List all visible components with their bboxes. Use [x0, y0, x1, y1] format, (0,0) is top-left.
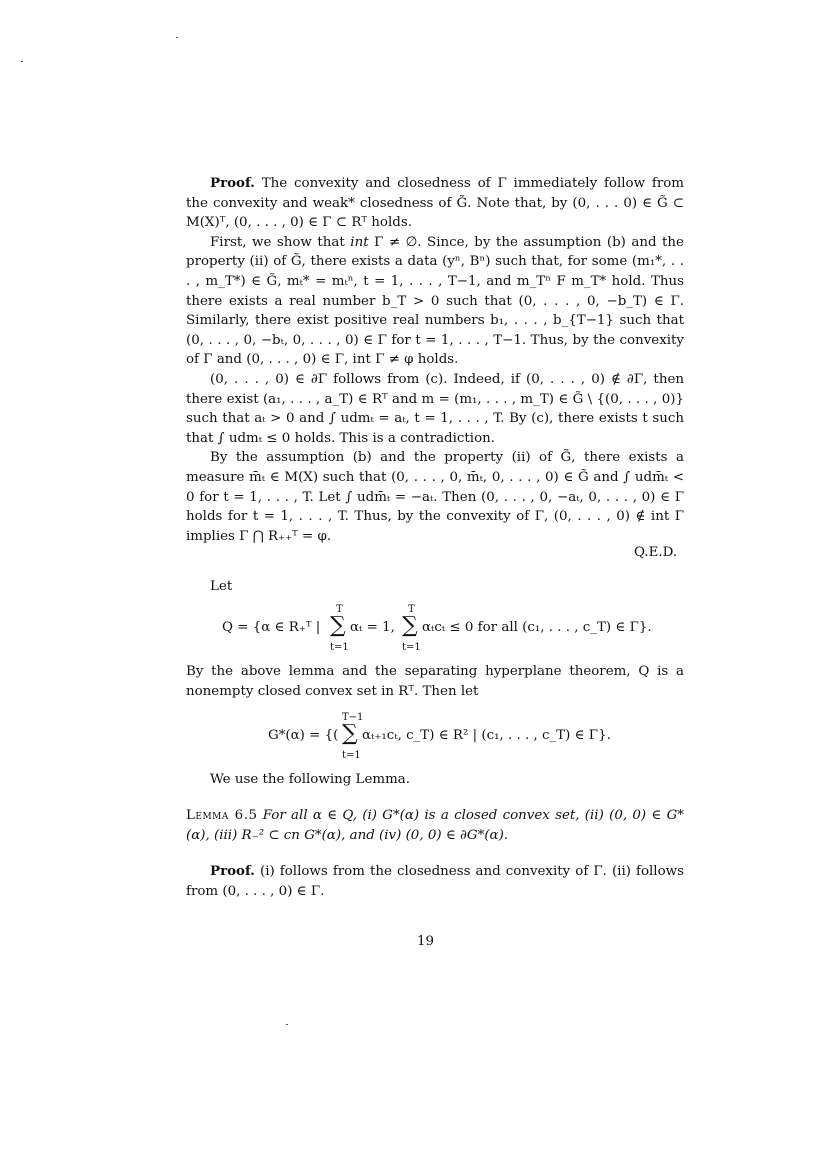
lemma-block [186, 806, 684, 845]
scan-speck [21, 61, 23, 62]
summation-upper: T [408, 604, 415, 615]
summation-symbol: ∑ [402, 613, 418, 638]
summation-upper: T [336, 604, 343, 615]
paragraph-text: First, we show that [210, 234, 351, 250]
summation-symbol: ∑ [330, 613, 346, 638]
proof-paragraph-4: By the assumption (b) and the property (ii) of G̃, there exists a measure m̄ₜ ∈ M(X) such that (0, . . . , 0, m̄ₜ, 0, . . . , 0) ∈ G̃ and ∫ udm̄ₜ < 0 for t = 1, . . . , T. Let ∫ udm̄ₜ = −aₜ. Then (0, . . . , 0, −aₜ, 0, . . . , 0) ∈ Γ holds for t = 1, . . . , T. Thus, by the convexity of Γ, (0, . . . , 0) ∉ int Γ implies Γ ⋂ R₊₊ᵀ = φ. [186, 450, 685, 544]
lemma-text: For all α ∈ Q, (i) G*(α) is a closed convex set, (ii) (0, 0) ∈ G*(α), (iii) R₋² ⊂ cn G*(α), and (iv) (0, 0) ∈ ∂G*(α). [186, 808, 684, 843]
qed-marker: Q.E.D. [634, 545, 678, 560]
summation-lower: t=1 [402, 642, 421, 653]
lemma-paragraph [186, 806, 684, 845]
summation-lower: t=1 [342, 750, 361, 761]
math-int: int [350, 234, 369, 250]
equation-q-part1: αₜ = 1, [350, 620, 395, 635]
proof-label: Proof. [210, 175, 255, 191]
summation-symbol: ∑ [342, 721, 358, 746]
proof-section [186, 174, 684, 546]
scan-speck [286, 1024, 288, 1025]
proof-text: The convexity and closedness of Γ immediately follow from the convexity and weak* closedness of G̃. Note that, by (0, . . . 0) ∈ G̃ ⊂ M(X)ᵀ, (0, . . . , 0) ∈ Γ ⊂ Rᵀ holds. [186, 176, 684, 231]
proof-label: Proof. [210, 863, 255, 879]
proof-paragraph [186, 862, 684, 901]
summation-upper: T−1 [342, 712, 364, 723]
paragraph-lemma-intro [186, 662, 684, 701]
let-text: Let [210, 579, 233, 594]
scan-speck [176, 37, 178, 38]
proof-text: (i) follows from the closedness and convexity of Γ. (ii) follows from (0, . . . , 0) ∈ Γ. [186, 864, 684, 899]
paragraph-text: By the above lemma and the separating hyperplane theorem, Q is a nonempty closed convex set in Rᵀ. Then let [186, 664, 684, 699]
page-number: 19 [417, 934, 435, 949]
proof-2-block [186, 862, 684, 901]
equation-q-part2: αₜcₜ ≤ 0 for all (c₁, . . . , c_T) ∈ Γ}. [422, 620, 652, 635]
equation-g-lhs: G*(α) = {( [268, 728, 339, 743]
proof-paragraph-2 [186, 233, 684, 370]
equation-q-lhs: Q = {α ∈ R₊ᵀ | [222, 620, 321, 635]
proof-paragraph-3: (0, . . . , 0) ∈ ∂Γ follows from (c). Indeed, if (0, . . . , 0) ∉ ∂Γ, then there exist (a₁, . . . , a_T) ∈ Rᵀ and m = (m₁, . . . , m_T) ∈ G̃ \ {(0, . . . , 0)} such that aₜ > 0 and ∫ udmₜ = aₜ, t = 1, . . . , T. By (c), there exists t such that ∫ udmₜ ≤ 0 holds. This is a contradiction. [186, 371, 684, 446]
paragraph-text: We use the following Lemma. [210, 772, 411, 787]
equation-g-rhs: αₜ₊₁cₜ, c_T) ∈ R² | (c₁, . . . , c_T) ∈ Γ}. [362, 728, 611, 743]
lemma-label: Lemma 6.5 [186, 808, 258, 823]
summation-lower: t=1 [330, 642, 349, 653]
proof-paragraph-1 [186, 174, 684, 233]
paragraph-text: Γ ≠ ∅. Since, by the assumption (b) and the property (ii) of G̃, there exists a data (yⁿ, Bⁿ) such that, for some (m₁*, . . . , m_T*) ∈ G̃, mₜ* = mₜⁿ, t = 1, . . . , T−1, and m_Tⁿ F m_T* hold. Thus there exists a real number b_T > 0 such that (0, . . . , 0, −b_T) ∈ Γ. Similarly, there exist positive real numbers b₁, . . . , b_{T−1} such that (0, . . . , 0, −bₜ, 0, . . . , 0) ∈ Γ for t = 1, . . . , T−1. Thus, by the convexity of Γ and (0, . . . , 0) ∈ Γ, int Γ ≠ φ holds. [186, 234, 684, 368]
